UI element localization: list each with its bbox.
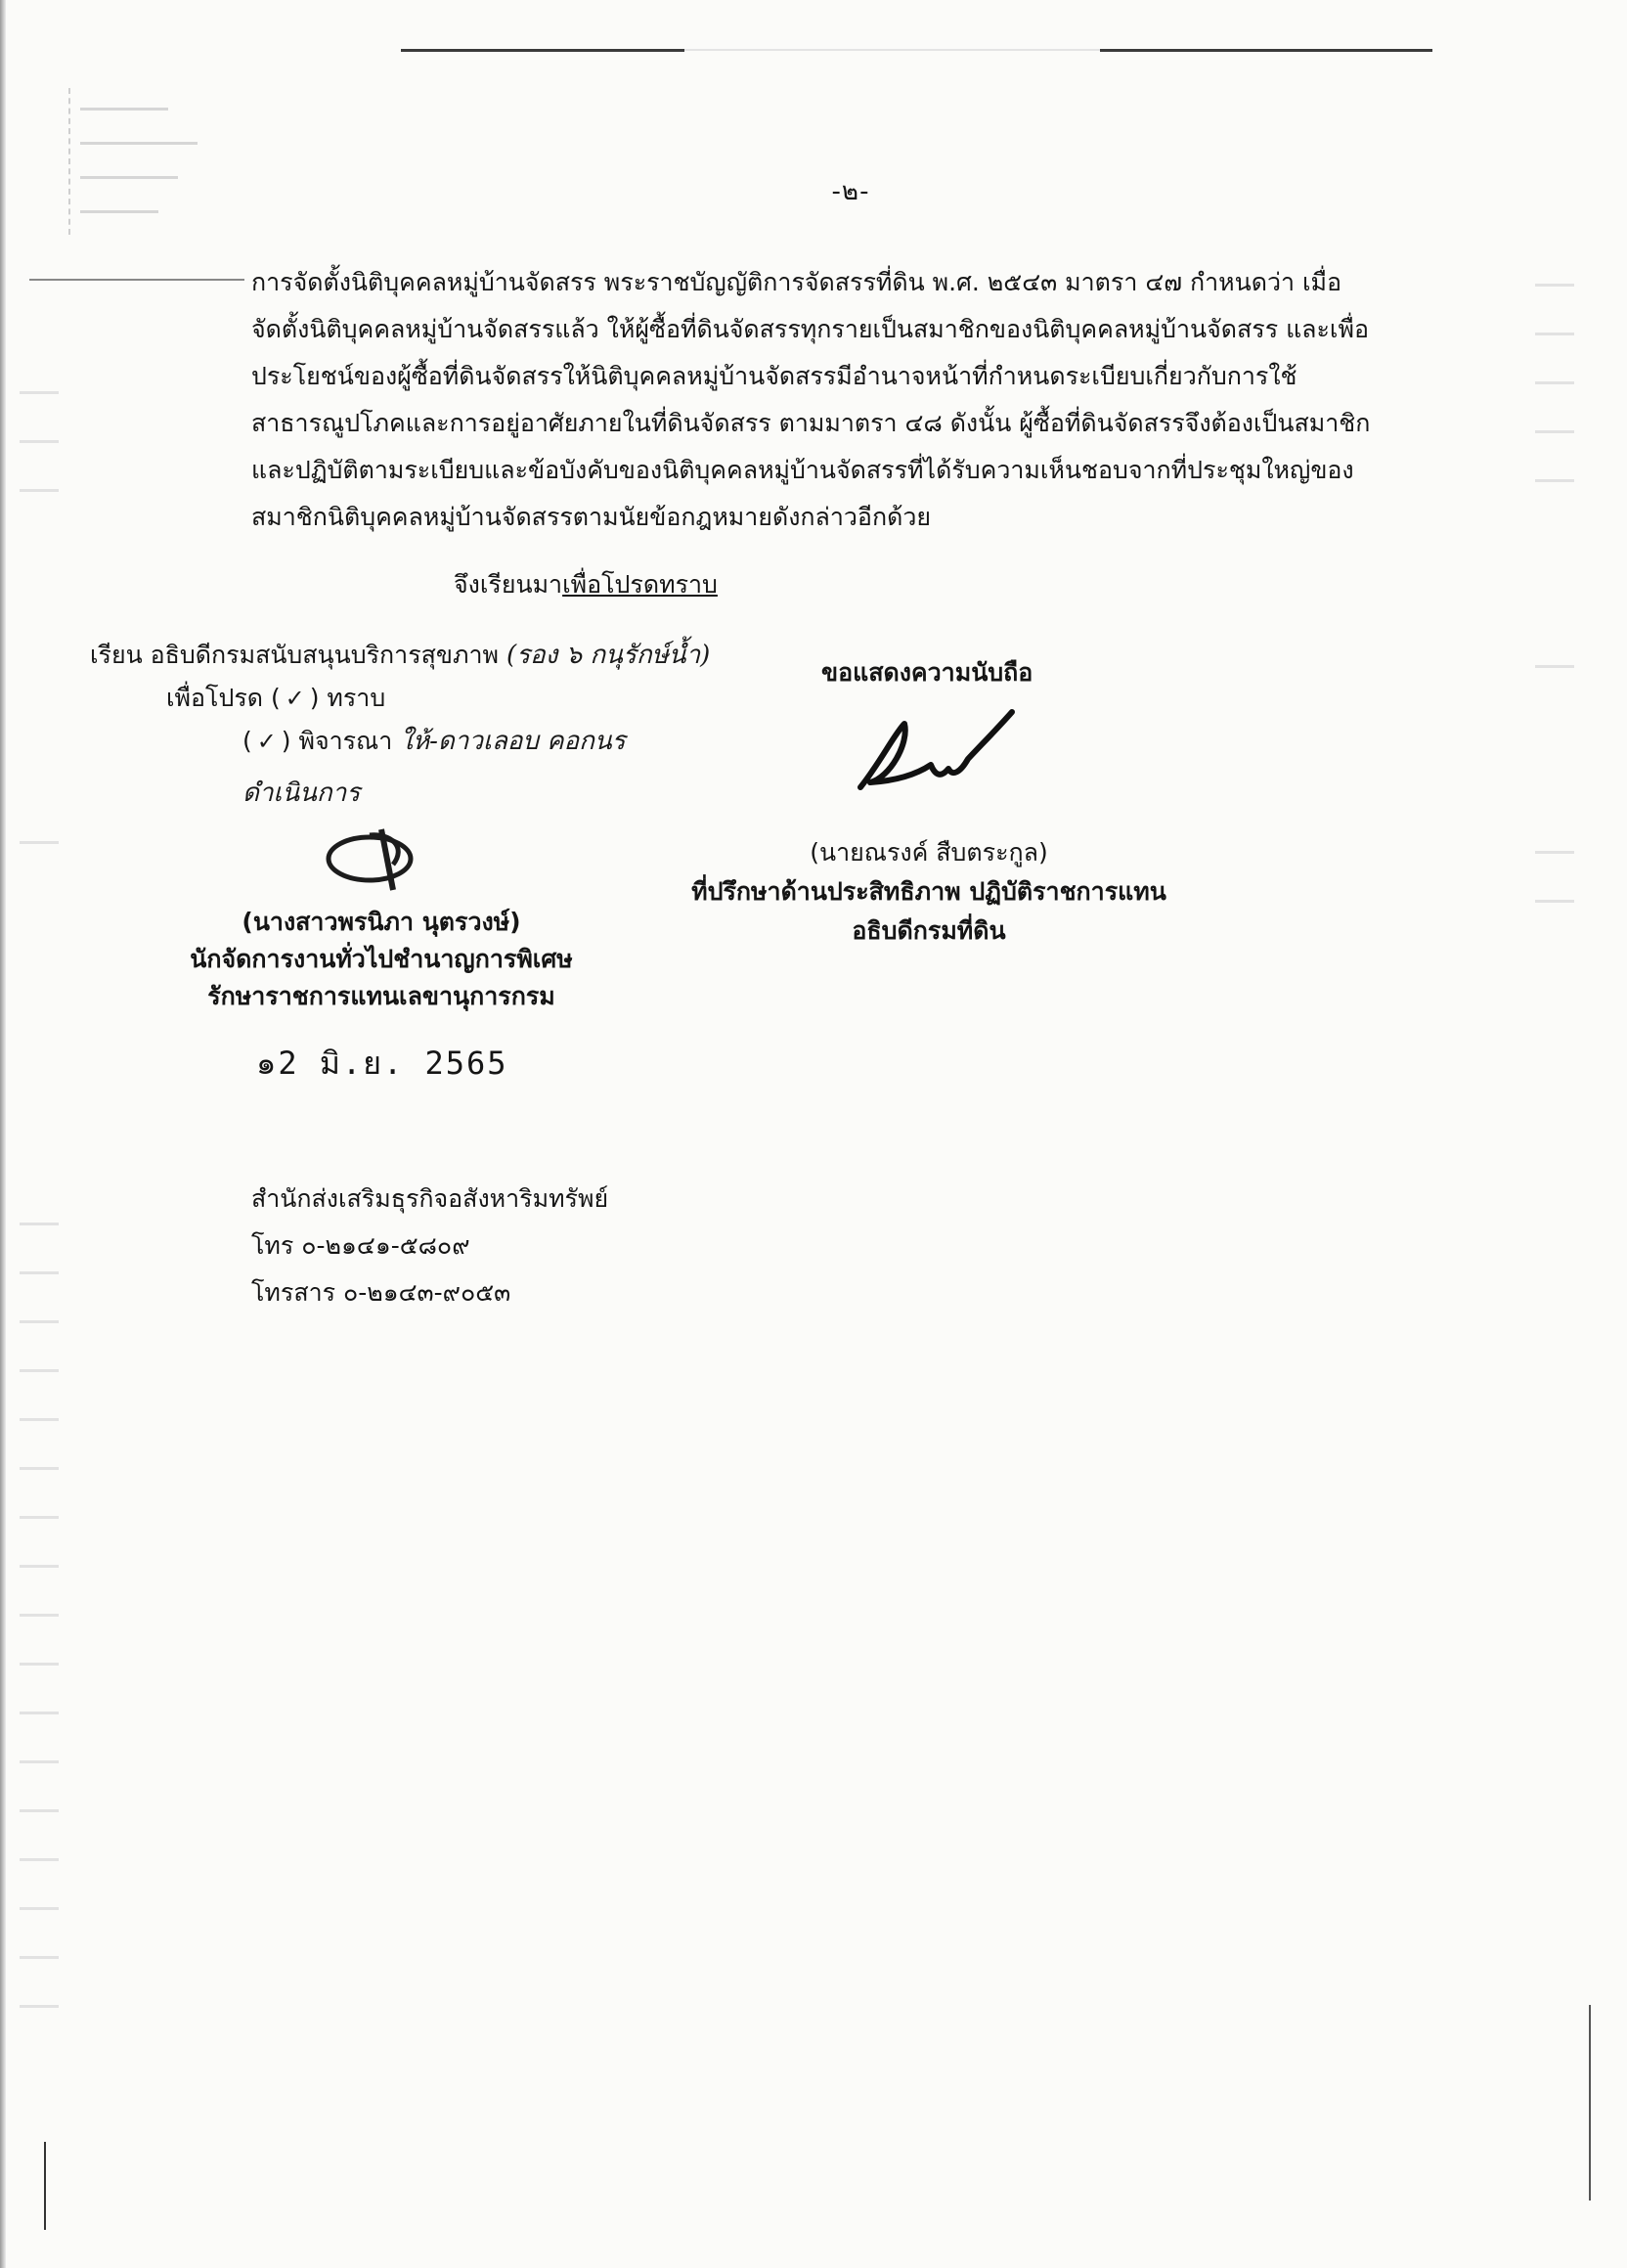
scan-mark-left (44, 2142, 46, 2230)
checkmark-icon: ✓ (285, 685, 305, 712)
left-signatory-block (147, 904, 616, 1015)
ghost-rule (684, 49, 1100, 51)
body-line: และปฏิบัติตามระเบียบและข้อบังคับของนิติบุคคลหมู่บ้านจัดสรรที่ได้รับความเห็นชอบจากที่ประชุมใหญ่ของ (251, 456, 1354, 484)
body-line: ประโยชน์ของผู้ซื้อที่ดินจัดสรรให้นิติบุคคลหมู่บ้านจัดสรรมีอำนาจหน้าที่กำหนดระเบียบเกี่ยวกับการใช้ (251, 362, 1297, 390)
telephone: โทร ๐-๒๑๔๑-๕๘๐๙ (251, 1231, 470, 1260)
body-line: สมาชิกนิติบุคคลหมู่บ้านจัดสรรตามนัยข้อกฎหมายดังกล่าวอีกด้วย (251, 503, 932, 531)
fax: โทรสาร ๐-๒๑๔๓-๙๐๕๓ (251, 1278, 511, 1307)
memo-handwritten-instruction: ให้-ดาวเลอบ คอกนร (400, 727, 626, 756)
scan-edge (0, 0, 6, 2268)
bleed-through-right-margin (1535, 274, 1613, 2034)
body-paragraph (251, 259, 1459, 541)
checkmark-icon: ✓ (256, 728, 277, 755)
page-number: -๒- (831, 177, 870, 206)
memo-consider-label: ) พิจารณา (281, 727, 393, 755)
date-stamp: ๑2 มิ.ย. 2565 (256, 1045, 508, 1082)
body-line: สาธารณูปโภคและการอยู่อาศัยภายในที่ดินจัดสรร ตามมาตรา ๔๘ ดังนั้น ผู้ซื้อที่ดินจัดสรรจึงต้องเป็นสมาชิก (251, 409, 1371, 437)
closing-underlined: เพื่อโปรดทราบ (562, 570, 718, 599)
regards-line: ขอแสดงความนับถือ (821, 658, 1033, 687)
margin-rule (29, 279, 244, 281)
closing-line (454, 565, 718, 604)
memo-acknowledge-label: ) ทราบ (309, 684, 386, 712)
top-rule-left (401, 49, 684, 52)
routing-memo (90, 634, 710, 763)
memo-handwritten-proceed: ดำเนินการ (242, 778, 361, 808)
bleed-through-stamp (68, 88, 227, 235)
body-line: การจัดตั้งนิติบุคคลหมู่บ้านจัดสรร พระราชบัญญัติการจัดสรรที่ดิน พ.ศ. ๒๕๔๓ มาตรา ๔๗ กำหนดว่า เมื่อ (251, 268, 1342, 296)
contact-footer (251, 1176, 608, 1316)
left-signatory-name: (นางสาวพรนิภา นุตรวงษ์) (242, 908, 521, 936)
right-signatory-name: (นายณรงค์ สืบตระกูล) (810, 838, 1048, 867)
office-name: สำนักส่งเสริมธุรกิจอสังหาริมทรัพย์ (251, 1184, 609, 1213)
bleed-through-left-margin (20, 372, 98, 2132)
left-signatory-position: นักจัดการงานทั่วไปชำนาญการพิเศษ (190, 945, 573, 973)
right-signatory-org: อธิบดีกรมที่ดิน (852, 916, 1006, 945)
memo-for-label: เพื่อโปรด ( (166, 684, 281, 712)
body-line: จัดตั้งนิติบุคคลหมู่บ้านจัดสรรแล้ว ให้ผู้ซื้อที่ดินจัดสรรทุกรายเป็นสมาชิกของนิติบุคคลหมู่บ้านจัดสรร และเพื่อ (251, 315, 1369, 343)
left-signatory-acting: รักษาราชการแทนเลขานุการกรม (207, 982, 555, 1010)
scan-mark-right (1589, 2005, 1591, 2201)
right-signatory-block (626, 833, 1232, 951)
memo-addressee: เรียน อธิบดีกรมสนับสนุนบริการสุขภาพ (90, 641, 499, 669)
top-rule-right (1100, 49, 1432, 52)
memo-handwritten-note: (รอง ๖ กนุรักษ์น้ำ) (506, 641, 711, 670)
left-signature (313, 822, 440, 900)
memo-open-paren: ( (242, 727, 252, 755)
right-signature (851, 704, 1017, 812)
closing-prefix: จึงเรียนมา (454, 570, 563, 599)
right-signatory-position: ที่ปรึกษาด้านประสิทธิภาพ ปฏิบัติราชการแทน (691, 877, 1166, 906)
